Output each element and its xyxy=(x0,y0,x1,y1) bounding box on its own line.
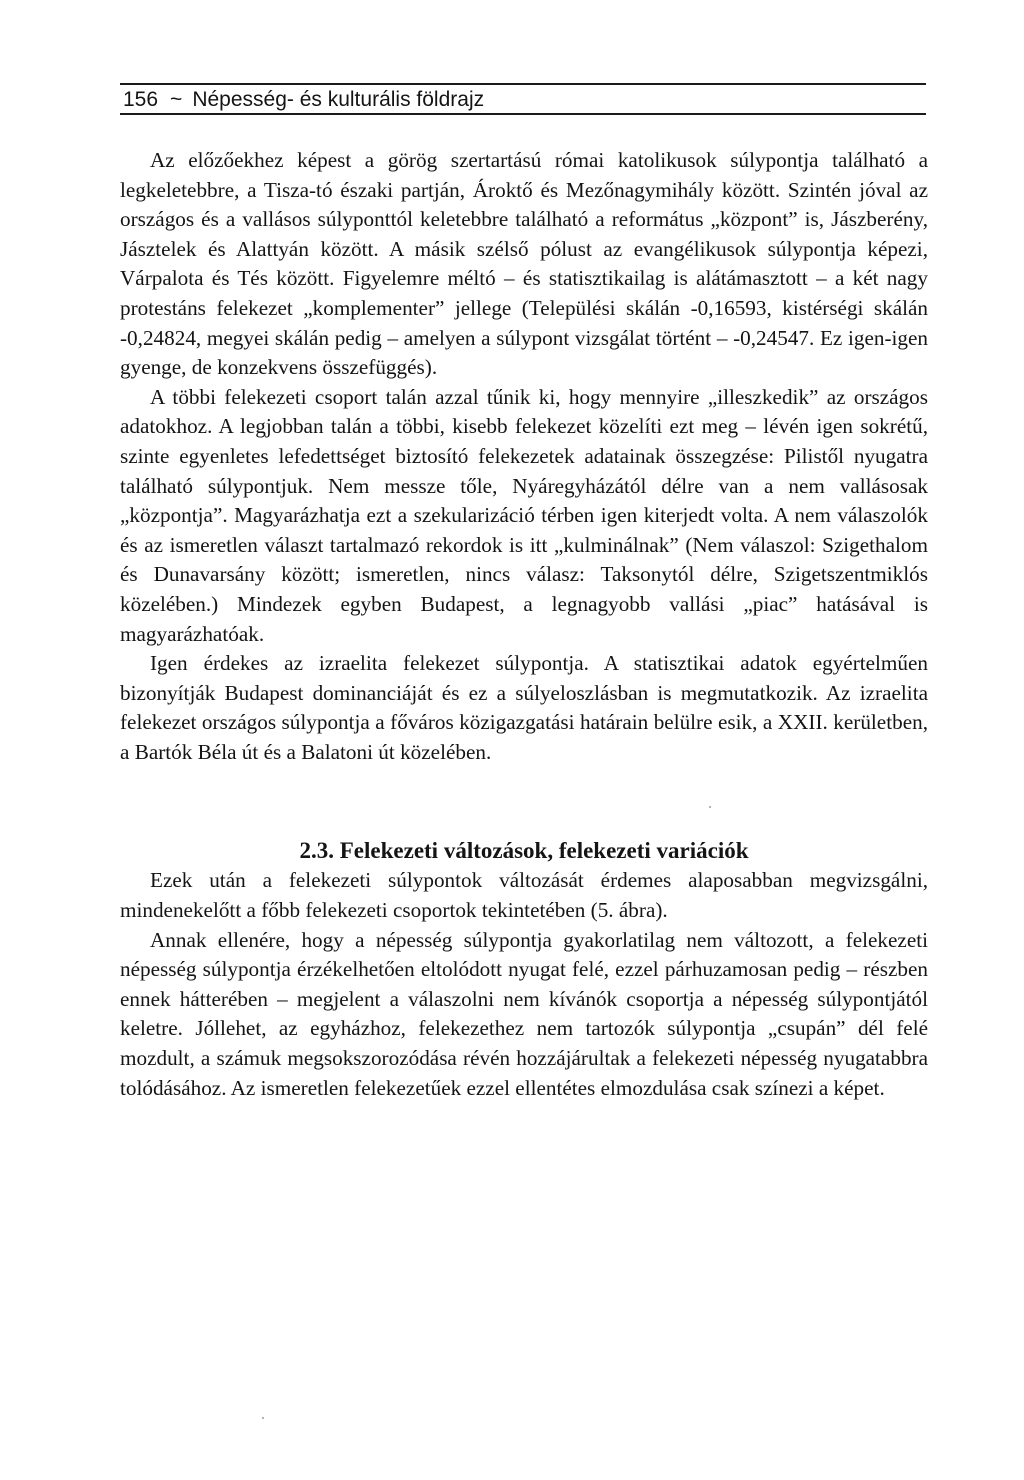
paragraph-section-intro: Ezek után a felekezeti súlypontok változását érdemes alaposabban megvizsgálni, mindenekelőtt a főbb felekezeti csoportok tekintetében (5. ábra). xyxy=(120,868,928,923)
paragraph-israelite: Igen érdekes az izraelita felekezet súlypontja. A statisztikai adatok egyértelműen bizonyítják Budapest dominanciáját és ez a súlyeloszlásban is megmutatkozik. Az izraelita felekezet országos súlypontja a főváros közigazgatási határain belülre esik, a XXII. kerületben, a Bartók Béla út és a Balatoni út közelében. xyxy=(120,651,928,764)
page-number: 156 xyxy=(123,88,159,111)
paragraph-greek-catholic-reformed: Az előzőekhez képest a görög szertartású római katolikusok súlypontja található a legkeletebbre, a Tisza-tó északi partján, Ároktő és Mezőnagymihály között. Szintén jóval az országos és a vallásos súlyponttól keletebbre található a református „központ” is, Jászberény, Jásztelek és Alattyán között. A másik szélső pólust az evangélikusok súlypontja képezi, Várpalota és Tés között. Figyelemre méltó – és statisztikailag is alátámasztott – a két nagy protestáns felekezet „komplementer” jellege (Települési skálán -0,16593, kistérségi skálán -0,24824, megyei skálán pedig – amelyen a súlypont vizsgálat történt – -0,24547. Ez igen-igen gyenge, de konzekvens összefüggés). xyxy=(120,148,928,380)
paragraph-population-shift: Annak ellenére, hogy a népesség súlypontja gyakorlatilag nem változott, a felekezeti népesség súlypontja érzékelhetően eltolódott nyugat felé, ezzel párhuzamosan pedig – részben ennek hátterében – megjelent a válaszolni nem kívánók csoportja a népesség súlypontjától keletre. Jóllehet, az egyházhoz, felekezethez nem tartozók súlypontja „csupán” dél felé mozdult, a számuk megsokszorozódása révén hozzájárultak a felekezeti népesség nyugatabbra tolódásához. Az ismeretlen felekezetűek ezzel ellentétes elmozdulása csak színezi a képet. xyxy=(120,927,928,1100)
header-title: Népesség- és kulturális földrajz xyxy=(192,88,485,111)
header-separator: ~ xyxy=(170,88,183,111)
scan-speck xyxy=(262,1417,264,1419)
scan-speck xyxy=(709,806,711,808)
paragraph-other-denominations: A többi felekezeti csoport talán azzal tűnik ki, hogy mennyire „illeszkedik” az országos adatokhoz. A legjobban talán a többi, kisebb felekezet közelíti ezt meg – lévén igen sokrétű, szinte egyenletes lefedettséget biztosító felekezetek adatainak összegzése: Pilistől nyugatra található súlypontjuk. Nem messze tőle, Nyáregyházától délre van a nem vallásosak „központja”. Magyarázhatja ezt a szekularizáció térben igen kiterjedt volta. A nem válaszolók és az ismeretlen választ tartalmazó rekordok is itt „kulminálnak” (Nem válaszol: Szigethalom és Dunavarsány között; ismeretlen, nincs válasz: Taksonytól délre, Szigetszentmiklós közelében.) Mindezek egyben Budapest, a legnagyobb vallási „piac” hatásával is magyarázhatóak. xyxy=(120,384,928,646)
section-heading: 2.3. Felekezeti változások, felekezeti variációk xyxy=(299,838,749,864)
body-text xyxy=(120,146,928,1103)
running-header xyxy=(120,83,926,115)
